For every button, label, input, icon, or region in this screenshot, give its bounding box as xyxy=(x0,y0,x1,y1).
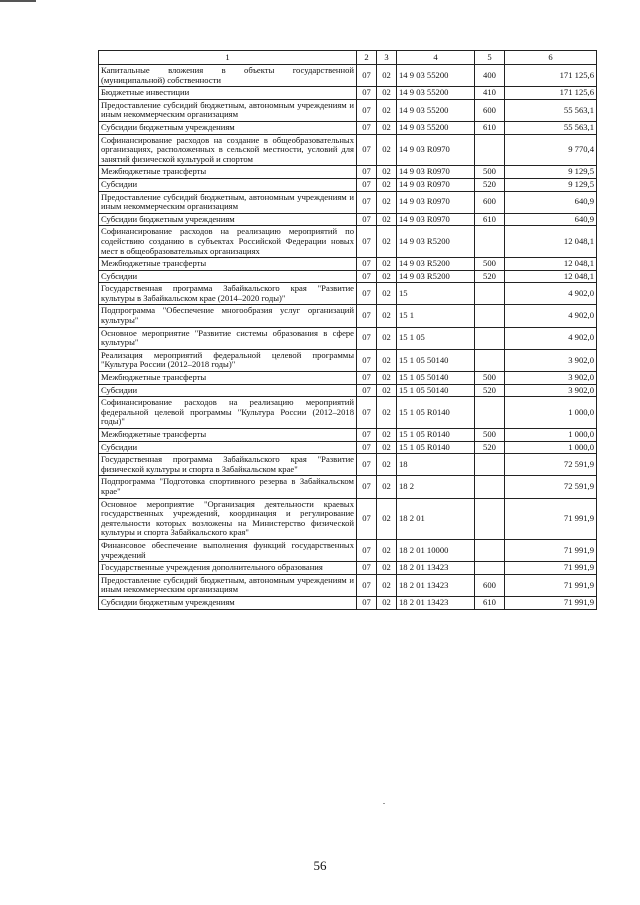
row-target-article-cell: 18 2 01 13423 xyxy=(397,596,475,609)
row-section-cell: 07 xyxy=(357,327,377,349)
row-name-cell: Субсидии xyxy=(99,270,357,283)
row-expense-type-cell xyxy=(475,226,505,258)
row-expense-type-cell: 410 xyxy=(475,87,505,100)
row-expense-type-cell xyxy=(475,539,505,561)
row-name-cell: Предоставление субсидий бюджетным, автономным учреждениям и иным некоммерческим организациям xyxy=(99,191,357,213)
row-expense-type-cell xyxy=(475,476,505,498)
row-amount-cell: 1 000,0 xyxy=(505,441,597,454)
row-expense-type-cell: 610 xyxy=(475,596,505,609)
row-expense-type-cell: 600 xyxy=(475,191,505,213)
row-amount-cell: 1 000,0 xyxy=(505,429,597,442)
row-amount-cell: 71 991,9 xyxy=(505,498,597,539)
row-subsection-cell: 02 xyxy=(377,574,397,596)
row-section-cell: 07 xyxy=(357,429,377,442)
row-target-article-cell: 15 1 05 50140 xyxy=(397,372,475,385)
row-target-article-cell: 15 1 05 R0140 xyxy=(397,429,475,442)
row-target-article-cell: 18 2 xyxy=(397,476,475,498)
row-target-article-cell: 14 9 03 55200 xyxy=(397,87,475,100)
row-expense-type-cell xyxy=(475,397,505,429)
row-section-cell: 07 xyxy=(357,99,377,121)
table-row xyxy=(99,574,597,596)
row-section-cell: 07 xyxy=(357,305,377,327)
row-subsection-cell: 02 xyxy=(377,397,397,429)
row-subsection-cell: 02 xyxy=(377,121,397,134)
table-row xyxy=(99,283,597,305)
row-section-cell: 07 xyxy=(357,562,377,575)
row-amount-cell: 9 129,5 xyxy=(505,166,597,179)
row-subsection-cell: 02 xyxy=(377,226,397,258)
table-row xyxy=(99,305,597,327)
row-expense-type-cell: 600 xyxy=(475,99,505,121)
table-header-row xyxy=(99,51,597,65)
row-name-cell: Софинансирование расходов на реализацию мероприятий по содействию созданию в субъектах Российской Федерации новых мест в общеобразовательных организациях xyxy=(99,226,357,258)
row-section-cell: 07 xyxy=(357,258,377,271)
row-amount-cell: 640,9 xyxy=(505,191,597,213)
row-expense-type-cell xyxy=(475,134,505,166)
row-subsection-cell: 02 xyxy=(377,476,397,498)
row-name-cell: Бюджетные инвестиции xyxy=(99,87,357,100)
row-target-article-cell: 15 1 05 xyxy=(397,327,475,349)
row-section-cell: 07 xyxy=(357,213,377,226)
row-name-cell: Субсидии xyxy=(99,441,357,454)
row-target-article-cell: 18 2 01 13423 xyxy=(397,562,475,575)
row-subsection-cell: 02 xyxy=(377,596,397,609)
table-row xyxy=(99,178,597,191)
row-target-article-cell: 14 9 03 R5200 xyxy=(397,226,475,258)
row-expense-type-cell: 500 xyxy=(475,372,505,385)
row-target-article-cell: 14 9 03 R0970 xyxy=(397,178,475,191)
row-target-article-cell: 14 9 03 55200 xyxy=(397,99,475,121)
row-subsection-cell: 02 xyxy=(377,258,397,271)
row-amount-cell: 55 563,1 xyxy=(505,99,597,121)
row-subsection-cell: 02 xyxy=(377,327,397,349)
table-row xyxy=(99,397,597,429)
row-amount-cell: 4 902,0 xyxy=(505,305,597,327)
row-amount-cell: 72 591,9 xyxy=(505,476,597,498)
row-subsection-cell: 02 xyxy=(377,305,397,327)
row-amount-cell: 4 902,0 xyxy=(505,283,597,305)
table-row xyxy=(99,121,597,134)
row-amount-cell: 1 000,0 xyxy=(505,397,597,429)
row-amount-cell: 12 048,1 xyxy=(505,258,597,271)
row-amount-cell: 640,9 xyxy=(505,213,597,226)
row-target-article-cell: 15 1 xyxy=(397,305,475,327)
row-amount-cell: 3 902,0 xyxy=(505,349,597,371)
row-name-cell: Субсидии бюджетным учреждениям xyxy=(99,213,357,226)
row-expense-type-cell: 600 xyxy=(475,574,505,596)
row-expense-type-cell: 500 xyxy=(475,258,505,271)
table-row xyxy=(99,429,597,442)
table-row xyxy=(99,99,597,121)
row-section-cell: 07 xyxy=(357,87,377,100)
row-section-cell: 07 xyxy=(357,178,377,191)
row-target-article-cell: 14 9 03 R0970 xyxy=(397,191,475,213)
row-name-cell: Субсидии бюджетным учреждениям xyxy=(99,121,357,134)
row-expense-type-cell xyxy=(475,498,505,539)
row-amount-cell: 12 048,1 xyxy=(505,270,597,283)
row-expense-type-cell: 610 xyxy=(475,213,505,226)
row-amount-cell: 3 902,0 xyxy=(505,372,597,385)
table-row xyxy=(99,166,597,179)
row-subsection-cell: 02 xyxy=(377,441,397,454)
row-section-cell: 07 xyxy=(357,498,377,539)
row-section-cell: 07 xyxy=(357,226,377,258)
row-amount-cell: 71 991,9 xyxy=(505,596,597,609)
row-name-cell: Основное мероприятие "Развитие системы образования в сфере культуры" xyxy=(99,327,357,349)
table-row xyxy=(99,87,597,100)
row-amount-cell: 171 125,6 xyxy=(505,65,597,87)
row-section-cell: 07 xyxy=(357,441,377,454)
row-section-cell: 07 xyxy=(357,65,377,87)
row-target-article-cell: 15 1 05 R0140 xyxy=(397,441,475,454)
budget-table xyxy=(98,50,597,610)
header-cell-target-article: 4 xyxy=(397,51,475,65)
row-subsection-cell: 02 xyxy=(377,191,397,213)
table-row xyxy=(99,384,597,397)
row-expense-type-cell: 500 xyxy=(475,166,505,179)
row-amount-cell: 3 902,0 xyxy=(505,384,597,397)
table-row xyxy=(99,65,597,87)
row-name-cell: Подпрограмма "Подготовка спортивного резерва в Забайкальском крае" xyxy=(99,476,357,498)
row-name-cell: Субсидии xyxy=(99,178,357,191)
row-target-article-cell: 18 2 01 13423 xyxy=(397,574,475,596)
row-section-cell: 07 xyxy=(357,397,377,429)
row-subsection-cell: 02 xyxy=(377,384,397,397)
table-row xyxy=(99,498,597,539)
row-target-article-cell: 14 9 03 R5200 xyxy=(397,270,475,283)
row-amount-cell: 71 991,9 xyxy=(505,539,597,561)
row-name-cell: Подпрограмма "Обеспечение многообразия услуг организаций культуры" xyxy=(99,305,357,327)
row-subsection-cell: 02 xyxy=(377,283,397,305)
table-row xyxy=(99,454,597,476)
row-amount-cell: 72 591,9 xyxy=(505,454,597,476)
row-name-cell: Субсидии xyxy=(99,384,357,397)
row-section-cell: 07 xyxy=(357,191,377,213)
row-subsection-cell: 02 xyxy=(377,270,397,283)
row-name-cell: Предоставление субсидий бюджетным, автономным учреждениям и иным некоммерческим организациям xyxy=(99,574,357,596)
row-name-cell: Государственная программа Забайкальского края "Развитие культуры в Забайкальском крае (2014–2020 годы)" xyxy=(99,283,357,305)
row-expense-type-cell: 500 xyxy=(475,429,505,442)
row-amount-cell: 71 991,9 xyxy=(505,574,597,596)
row-section-cell: 07 xyxy=(357,349,377,371)
row-name-cell: Софинансирование расходов на реализацию мероприятий федеральной целевой программы "Культура России (2012–2018 годы)" xyxy=(99,397,357,429)
row-subsection-cell: 02 xyxy=(377,134,397,166)
table-row xyxy=(99,372,597,385)
row-expense-type-cell xyxy=(475,283,505,305)
row-name-cell: Капитальные вложения в объекты государственной (муниципальной) собственности xyxy=(99,65,357,87)
table-row xyxy=(99,134,597,166)
row-subsection-cell: 02 xyxy=(377,498,397,539)
row-name-cell: Финансовое обеспечение выполнения функций государственных учреждений xyxy=(99,539,357,561)
table-row xyxy=(99,562,597,575)
scan-corner-mark xyxy=(0,0,36,2)
row-subsection-cell: 02 xyxy=(377,372,397,385)
row-subsection-cell: 02 xyxy=(377,454,397,476)
row-section-cell: 07 xyxy=(357,454,377,476)
row-section-cell: 07 xyxy=(357,574,377,596)
row-section-cell: 07 xyxy=(357,539,377,561)
row-section-cell: 07 xyxy=(357,121,377,134)
row-name-cell: Предоставление субсидий бюджетным, автономным учреждениям и иным некоммерческим организациям xyxy=(99,99,357,121)
page-number: 56 xyxy=(313,858,327,873)
row-section-cell: 07 xyxy=(357,384,377,397)
row-target-article-cell: 15 1 05 50140 xyxy=(397,384,475,397)
row-amount-cell: 9 129,5 xyxy=(505,178,597,191)
row-expense-type-cell: 610 xyxy=(475,121,505,134)
row-name-cell: Межбюджетные трансферты xyxy=(99,258,357,271)
row-expense-type-cell xyxy=(475,454,505,476)
header-cell-subsection: 3 xyxy=(377,51,397,65)
row-target-article-cell: 18 2 01 xyxy=(397,498,475,539)
table-row xyxy=(99,349,597,371)
row-subsection-cell: 02 xyxy=(377,349,397,371)
row-target-article-cell: 15 1 05 50140 xyxy=(397,349,475,371)
row-name-cell: Межбюджетные трансферты xyxy=(99,372,357,385)
row-subsection-cell: 02 xyxy=(377,166,397,179)
table-row xyxy=(99,191,597,213)
row-name-cell: Реализация мероприятий федеральной целевой программы "Культура России (2012–2018 годы)" xyxy=(99,349,357,371)
table-row xyxy=(99,213,597,226)
row-section-cell: 07 xyxy=(357,372,377,385)
row-section-cell: 07 xyxy=(357,270,377,283)
table-row xyxy=(99,441,597,454)
header-cell-name: 1 xyxy=(99,51,357,65)
row-expense-type-cell xyxy=(475,349,505,371)
row-name-cell: Основное мероприятие "Организация деятельности краевых государственных учреждений, координация и регулирование деятельности которых возложены на Министерство физической культуры и спорта Забайкальского края" xyxy=(99,498,357,539)
header-cell-expense-type: 5 xyxy=(475,51,505,65)
row-expense-type-cell xyxy=(475,562,505,575)
row-target-article-cell: 14 9 03 55200 xyxy=(397,121,475,134)
header-cell-section: 2 xyxy=(357,51,377,65)
row-expense-type-cell: 520 xyxy=(475,441,505,454)
row-target-article-cell: 18 2 01 10000 xyxy=(397,539,475,561)
row-target-article-cell: 15 xyxy=(397,283,475,305)
row-target-article-cell: 14 9 03 R0970 xyxy=(397,166,475,179)
row-target-article-cell: 14 9 03 55200 xyxy=(397,65,475,87)
row-expense-type-cell xyxy=(475,305,505,327)
row-amount-cell: 55 563,1 xyxy=(505,121,597,134)
table-row xyxy=(99,270,597,283)
row-name-cell: Государственные учреждения дополнительного образования xyxy=(99,562,357,575)
table-row xyxy=(99,226,597,258)
row-expense-type-cell: 520 xyxy=(475,270,505,283)
row-amount-cell: 171 125,6 xyxy=(505,87,597,100)
row-expense-type-cell: 520 xyxy=(475,384,505,397)
row-subsection-cell: 02 xyxy=(377,87,397,100)
table-row xyxy=(99,258,597,271)
table-row xyxy=(99,539,597,561)
row-subsection-cell: 02 xyxy=(377,213,397,226)
row-amount-cell: 4 902,0 xyxy=(505,327,597,349)
row-expense-type-cell xyxy=(475,327,505,349)
row-amount-cell: 71 991,9 xyxy=(505,562,597,575)
row-section-cell: 07 xyxy=(357,283,377,305)
row-name-cell: Государственная программа Забайкальского края "Развитие физической культуры и спорта в Забайкальском крае" xyxy=(99,454,357,476)
row-target-article-cell: 18 xyxy=(397,454,475,476)
row-target-article-cell: 14 9 03 R5200 xyxy=(397,258,475,271)
table-row xyxy=(99,596,597,609)
row-subsection-cell: 02 xyxy=(377,429,397,442)
row-section-cell: 07 xyxy=(357,134,377,166)
row-expense-type-cell: 520 xyxy=(475,178,505,191)
row-target-article-cell: 14 9 03 R0970 xyxy=(397,134,475,166)
row-amount-cell: 12 048,1 xyxy=(505,226,597,258)
row-name-cell: Межбюджетные трансферты xyxy=(99,429,357,442)
row-expense-type-cell: 400 xyxy=(475,65,505,87)
row-amount-cell: 9 770,4 xyxy=(505,134,597,166)
row-section-cell: 07 xyxy=(357,596,377,609)
row-section-cell: 07 xyxy=(357,166,377,179)
row-subsection-cell: 02 xyxy=(377,562,397,575)
row-subsection-cell: 02 xyxy=(377,99,397,121)
row-subsection-cell: 02 xyxy=(377,178,397,191)
row-section-cell: 07 xyxy=(357,476,377,498)
row-name-cell: Софинансирование расходов на создание в общеобразовательных организациях, расположенных в сельской местности, условий для занятий физической культурой и спортом xyxy=(99,134,357,166)
row-name-cell: Субсидии бюджетным учреждениям xyxy=(99,596,357,609)
row-name-cell: Межбюджетные трансферты xyxy=(99,166,357,179)
row-target-article-cell: 15 1 05 R0140 xyxy=(397,397,475,429)
row-target-article-cell: 14 9 03 R0970 xyxy=(397,213,475,226)
header-cell-amount: 6 xyxy=(505,51,597,65)
row-subsection-cell: 02 xyxy=(377,539,397,561)
table-row xyxy=(99,476,597,498)
table-row xyxy=(99,327,597,349)
scan-speck xyxy=(383,803,385,804)
row-subsection-cell: 02 xyxy=(377,65,397,87)
